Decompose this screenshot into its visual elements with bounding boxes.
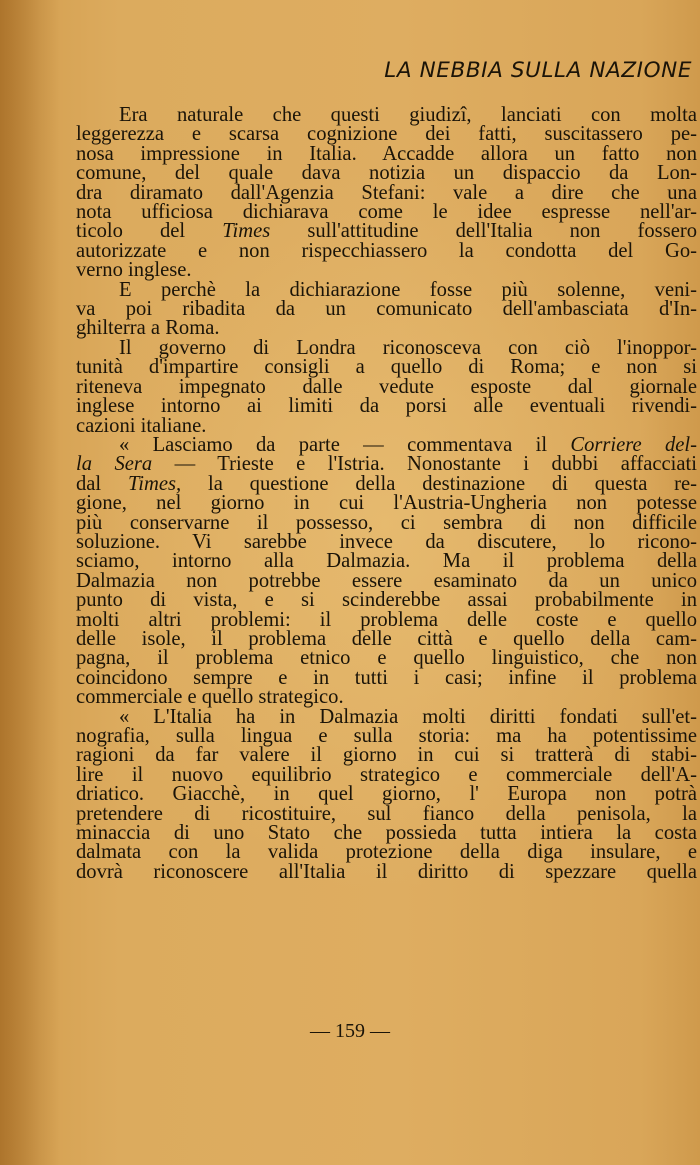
text-line: driatico. Giacchè, in quel giorno, l' Europa non potrà (76, 783, 697, 806)
text-line: punto di vista, e si scinderebbe assai probabilmente in (76, 589, 697, 612)
text-line: delle isole, il problema delle città e quello della cam- (76, 627, 697, 650)
body-text (76, 106, 697, 882)
italic-title: Corriere del- (570, 433, 697, 456)
text-line: dalmata con la valida protezione della diga insulare, e (76, 841, 697, 864)
italic-title: Times, (127, 472, 182, 495)
page-number: — 159 — (310, 1020, 390, 1042)
text-line: tunità d'impartire consigli a quello di Roma; e non si (76, 356, 697, 379)
text-line: comune, del quale dava notizia un dispaccio da Lon- (76, 162, 697, 185)
page-edge-shadow (0, 0, 60, 1165)
text-line: ghilterra a Roma. (76, 317, 220, 340)
text-run: ticolo del (76, 220, 223, 243)
text-line: coincidono sempre e in tutti i casi; infine il problema (76, 666, 697, 689)
text-run: la questione della destinazione di questa re- (181, 472, 698, 495)
text-line: leggerezza e scarsa cognizione dei fatti, suscitassero pe- (76, 123, 697, 146)
text-line: più conservarne il possesso, ci sembra di non difficile (76, 511, 697, 534)
italic-title: Times (222, 220, 271, 243)
text-line: autorizzate e non rispecchiassero la condotta del Go- (76, 239, 697, 262)
text-line: dovrà riconoscere all'Italia il diritto di spezzare quella (76, 860, 697, 883)
text-line: va poi ribadita da un comunicato dell'ambasciata d'In- (76, 298, 697, 321)
running-head: LA NEBBIA SULLA NAZIONE (384, 58, 692, 83)
text-line: dra diramato dall'Agenzia Stefani: vale a dire che una (76, 181, 697, 204)
text-line: verno inglese. (76, 259, 192, 282)
text-line: Il governo di Londra riconosceva con ciò l'inoppor- (119, 336, 697, 359)
text-line: nota ufficiosa dichiarava come le idee espresse nell'ar- (76, 201, 697, 224)
text-line: nosa impressione in Italia. Accadde allora un fatto non (76, 142, 697, 165)
text-line: soluzione. Vi sarebbe invece da discutere, lo ricono- (76, 530, 697, 553)
text-line: E perchè la dichiarazione fosse più solenne, veni- (119, 278, 697, 301)
text-line: pagna, il problema etnico e quello linguistico, che non (76, 647, 697, 670)
text-run: — Trieste e l'Istria. Nonostante i dubbi affacciati (152, 453, 697, 476)
text-line: ragioni da far valere il giorno in cui si tratterà di stabi- (76, 744, 697, 767)
text-line: cazioni italiane. (76, 414, 207, 437)
text-run: sull'attitudine dell'Italia non fossero (270, 220, 698, 243)
text-line: « L'Italia ha in Dalmazia molti diritti fondati sull'et- (119, 705, 697, 728)
text-line: commerciale e quello strategico. (76, 686, 344, 709)
text-line: sciamo, intorno alla Dalmazia. Ma il problema della (76, 550, 697, 573)
text-line: riteneva impegnato dalle vedute esposte dal giornale (76, 375, 697, 398)
text-line: Era naturale che questi giudizî, lanciati con molta (119, 104, 697, 126)
text-line: nografia, sulla lingua e sulla storia: ma ha potentissime (76, 725, 697, 747)
text-line: lire il nuovo equilibrio strategico e commerciale dell'A- (76, 763, 697, 786)
text-run: « Lasciamo da parte — commentava il (119, 433, 571, 456)
text-line: inglese intorno ai limiti da porsi alle eventuali rivendi- (76, 395, 697, 418)
text-line: gione, nel giorno in cui l'Austria-Ungheria non potesse (76, 492, 697, 515)
text-line: molti altri problemi: il problema delle coste e quello (76, 608, 697, 631)
italic-title: la Sera (76, 453, 153, 476)
text-line (76, 222, 697, 241)
text-line: minaccia di uno Stato che possieda tutta intiera la costa (76, 822, 697, 845)
text-line: Dalmazia non potrebbe essere esaminato da un unico (76, 569, 697, 592)
text-run: dal (76, 472, 128, 495)
text-line: pretendere di ricostituire, sul fianco della penisola, la (76, 802, 697, 825)
